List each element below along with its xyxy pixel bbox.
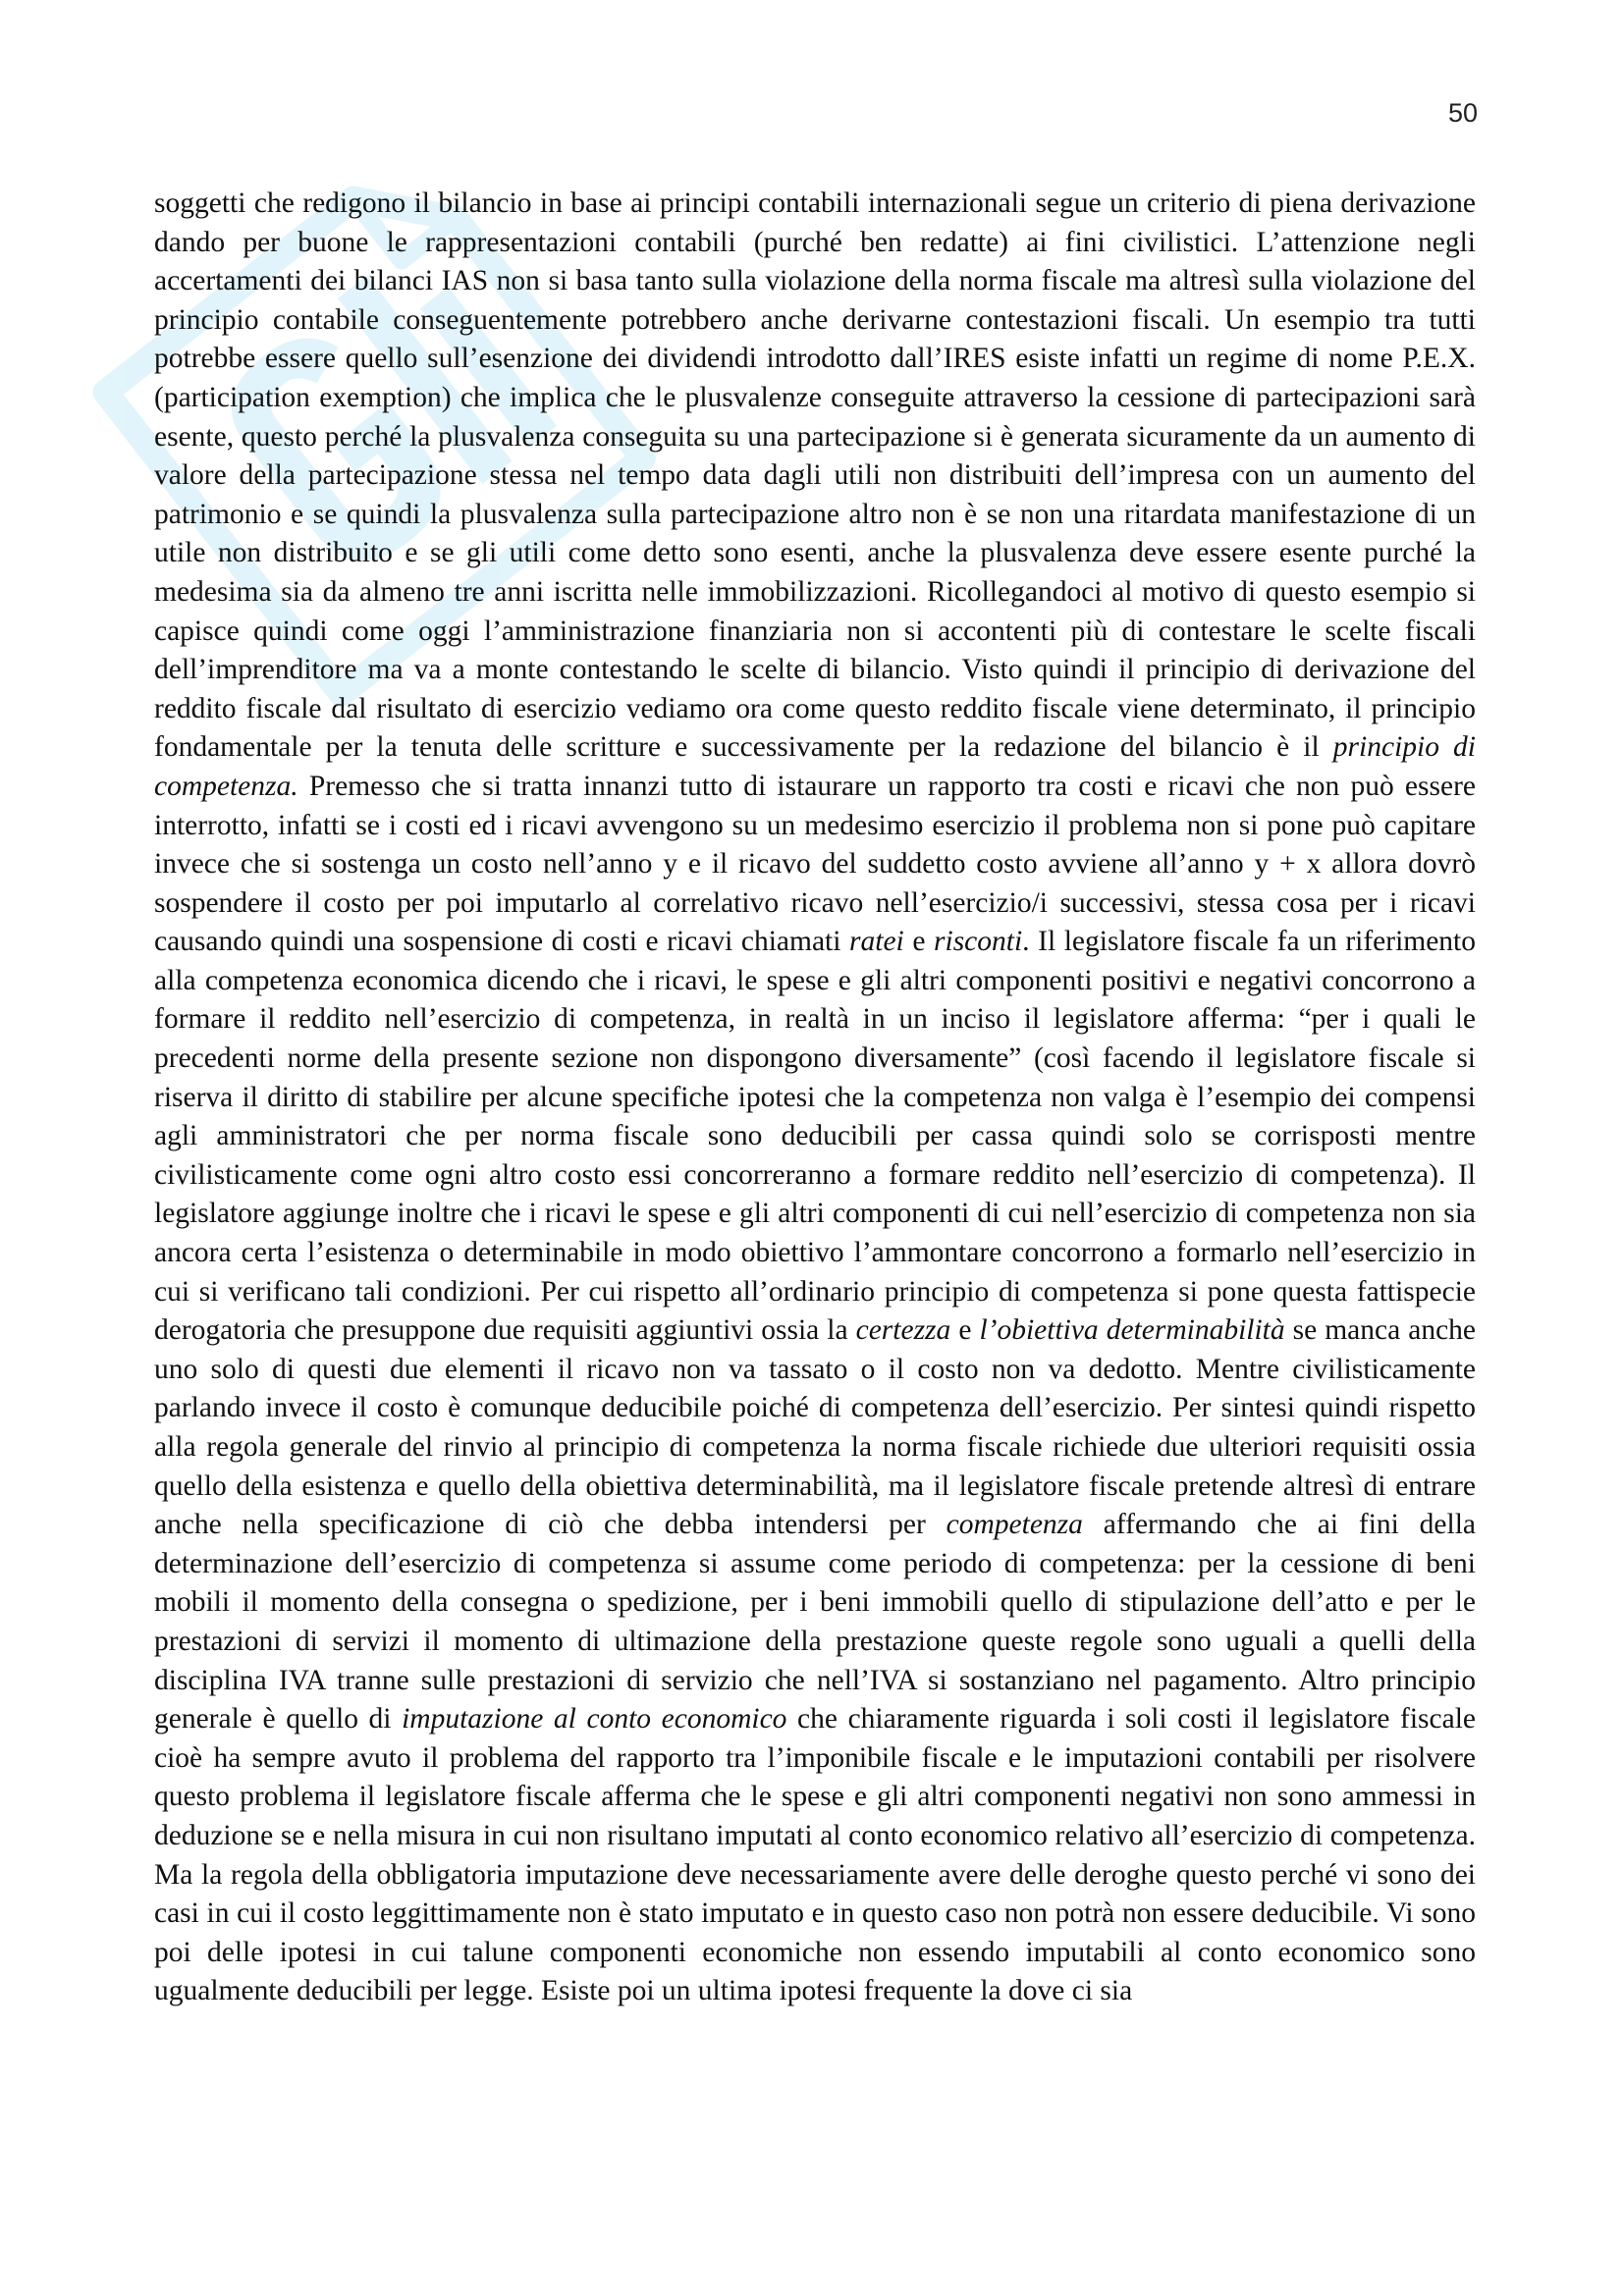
italic-term: l’obiettiva determinabilità (979, 1314, 1285, 1347)
italic-term: competenza (946, 1509, 1083, 1541)
text-run: se manca anche uno solo di questi due elementi il ricavo non va tassato o il costo non va dedotto. Mentre civilisticamente parlando invece il costo è comunque deducibile poiché di competenza dell’esercizio. Per sintesi quindi rispetto alla regola generale del rinvio al principio di competenza la norma fiscale richiede due ulteriori requisiti ossia quello della esistenza e quello della obiettiva determinabilità, ma il legislatore fiscale pretende altresì di entrare anche nella specificazione di ciò che debba intendersi per (154, 1314, 1477, 1541)
text-run: affermando che ai fini della determinazione dell’esercizio di competenza si assume come periodo di competenza: per la cessione di beni mobili il momento della consegna o spedizione, per i beni immobili quello di stipulazione dell’atto e per le prestazioni di servizi il momento di ultimazione della prestazione queste regole sono uguali a quelli della disciplina IVA tranne sulle prestazioni di servizio che nell’IVA si sostanziano nel pagamento. Altro principio generale è quello di (154, 1509, 1477, 1735)
page-number: 50 (1447, 98, 1478, 128)
text-run: . Il legislatore fiscale fa un riferimento alla competenza economica dicendo che i ricavi, le spese e gli altri componenti positivi e negativi concorrono a formare il reddito nell’esercizio di competenza, in realtà in un inciso il legislatore afferma: “per i quali le precedenti norme della presente sezione non dispongono diversamente” (così facendo il legislatore fiscale si riserva il diritto di stabilire per alcune specifiche ipotesi che la competenza non valga è l’esempio dei compensi agli amministratori che per norma fiscale sono deducibili per cassa quindi solo se corrisposti mentre civilisticamente come ogni altro costo essi concorreranno a formare reddito nell’esercizio di competenza). Il legislatore aggiunge inoltre che i ricavi le spese e gli altri componenti di cui nell’esercizio di competenza non sia ancora certa l’esistenza o determinabile in modo obiettivo l’ammontare concorrono a formarlo nell’esercizio in cui si verificano tali condizioni. Per cui rispetto all’ordinario principio di competenza si pone questa fattispecie derogatoria che presuppone due requisiti aggiuntivi ossia la (154, 926, 1477, 1347)
text-run: soggetti che redigono il bilancio in base ai principi contabili internazionali segue un criterio di piena derivazione dando per buone le rappresentazioni contabili (purché ben redatte) ai fini civilistici. L’attenzione negli accertamenti dei bilanci IAS non si basa tanto sulla violazione della norma fiscale ma altresì sulla violazione del principio contabile conseguentemente potrebbero anche derivarne contestazioni fiscali. Un esempio tra tutti potrebbe essere quello sull’esenzione dei dividendi introdotto dall’IRES esiste infatti un regime di nome P.E.X. (participation exemption) che implica che le plusvalenze conseguite attraverso la cessione di partecipazioni sarà esente, questo perché la plusvalenza conseguita su una partecipazione si è generata sicuramente da un aumento di valore della partecipazione stessa nel tempo data dagli utili non distribuiti dell’impresa con un aumento del patrimonio e se quindi la plusvalenza sulla partecipazione altro non è se non una ritardata manifestazione di un utile non distribuito e se gli utili come detto sono esenti, anche la plusvalenza deve essere esente purché la medesima sia da almeno tre anni iscritta nelle immobilizzazioni. Ricollegandoci al motivo di questo esempio si capisce quindi come oggi l’amministrazione finanziaria non si accontenti più di contestare le scelte fiscali dell’imprenditore ma va a monte contestando le scelte di bilancio. Visto quindi il principio di derivazione del reddito fiscale dal risultato di esercizio vediamo ora come questo reddito fiscale viene determinato, il principio fondamentale per la tenuta delle scritture e successivamente per la redazione del bilancio è il (154, 187, 1476, 764)
text-run: e (903, 926, 935, 958)
italic-term: principio di competenza. (154, 731, 1476, 802)
italic-term: certezza (855, 1314, 951, 1347)
body-paragraph (154, 185, 1476, 2011)
text-run: e (950, 1314, 980, 1347)
text-run: che chiaramente riguarda i soli costi il legislatore fiscale cioè ha sempre avuto il problema del rapporto tra l’imponibile fiscale e le imputazioni contabili per risolvere questo problema il legislatore fiscale afferma che le spese e gli altri componenti negativi non sono ammessi in deduzione se e nella misura in cui non risultano imputati al conto economico relativo all’esercizio di competenza. Ma la regola della obbligatoria imputazione deve necessariamente avere delle deroghe questo perché vi sono dei casi in cui il costo leggittimamente non è stato imputato e in questo caso non potrà non essere deducibile. Vi sono poi delle ipotesi in cui talune componenti economiche non essendo imputabili al conto economico sono ugualmente deducibili per legge. Esiste poi un ultima ipotesi frequente la dove ci sia (154, 1703, 1477, 2007)
italic-term: risconti (934, 926, 1023, 958)
italic-term: imputazione al conto economico (402, 1703, 787, 1735)
text-run: Premesso che si tratta innanzi tutto di istaurare un rapporto tra costi e ricavi che non può essere interrotto, infatti se i costi ed i ricavi avvengono su un medesimo esercizio il problema non si pone può capitare invece che si sostenga un costo nell’anno y e il ricavo del suddetto costo avviene all’anno y + x allora dovrò sospendere il costo per poi imputarlo al correlativo ricavo nell’esercizio/i successivi, stessa cosa per i ricavi causando quindi una sospensione di costi e ricavi chiamati (154, 770, 1476, 958)
italic-term: ratei (849, 926, 904, 958)
